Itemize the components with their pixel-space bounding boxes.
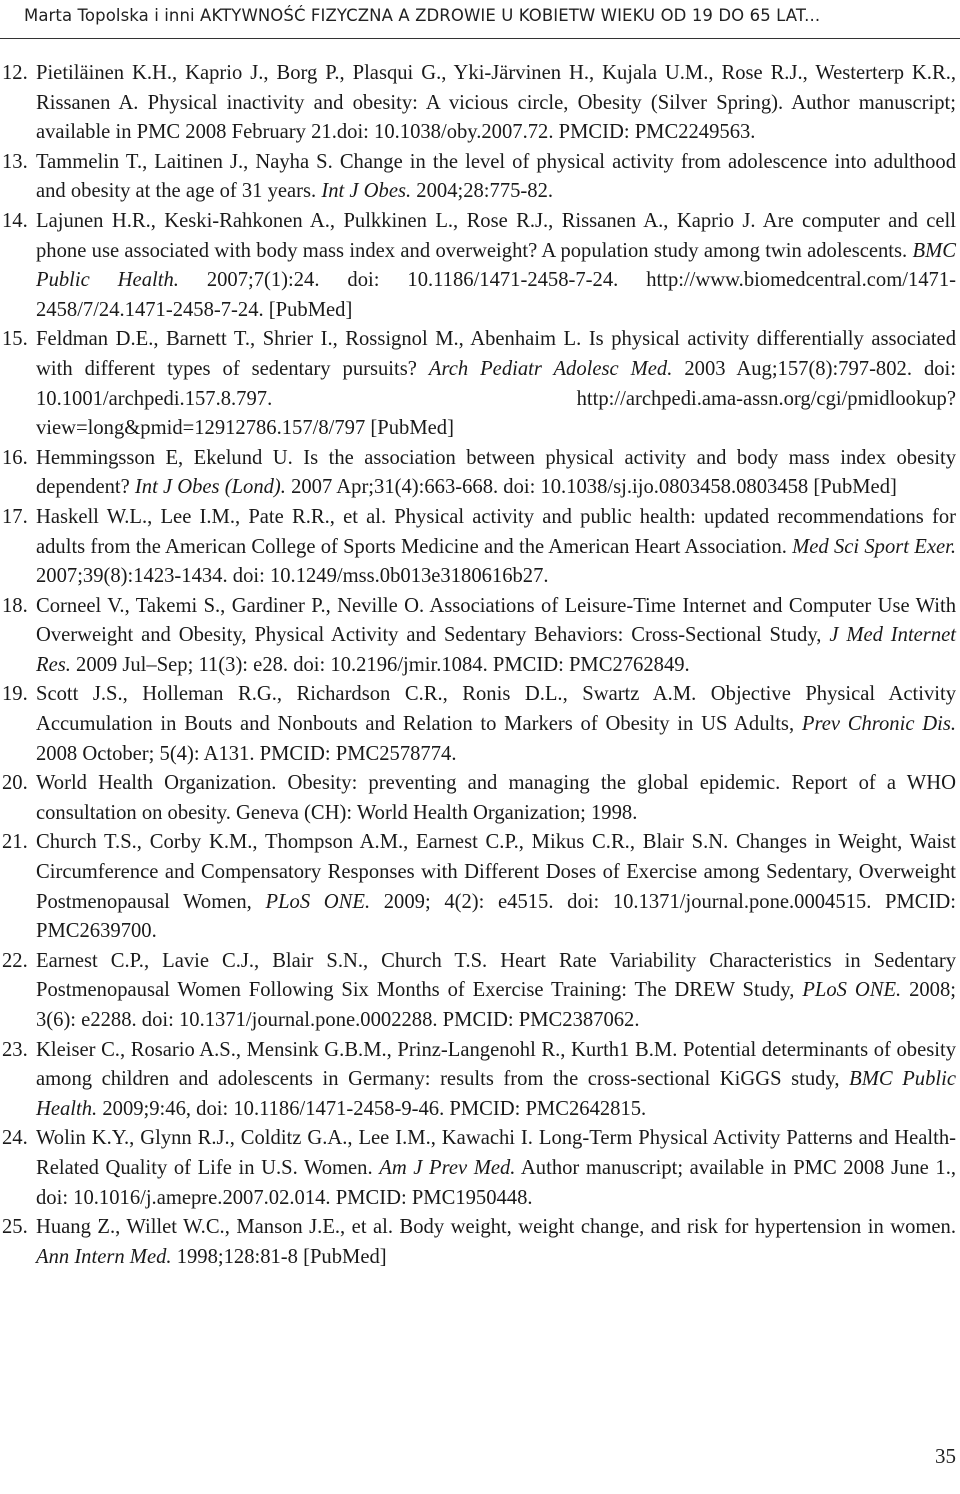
reference-details: 2009;9:46, doi: 10.1186/1471-2458-9-46. PMCID: PMC2642815.	[97, 1097, 647, 1120]
reference-item	[0, 1036, 960, 1125]
reference-item	[0, 148, 960, 207]
reference-number: 12.	[2, 62, 28, 84]
reference-details: 2004;28:775-82.	[411, 180, 554, 203]
reference-number: 24.	[2, 1127, 28, 1150]
reference-number: 21.	[2, 831, 28, 854]
reference-citation: Hemmingsson E, Ekelund U. Is the association between physical activity and body mass index obesity dependent?	[36, 446, 956, 499]
reference-text	[36, 62, 956, 143]
reference-item	[0, 1213, 960, 1272]
reference-number: 22.	[2, 949, 28, 972]
reference-citation: Huang Z., Willet W.C., Manson J.E., et al. Body weight, weight change, and risk for hypertension in women.	[36, 1216, 956, 1239]
reference-details: 2007;39(8):1423-1434. doi: 10.1249/mss.0b013e3180616b27.	[36, 565, 549, 588]
reference-citation: Feldman D.E., Barnett T., Shrier I., Rossignol M., Abenhaim L. Is physical activity differentially associated with different types of sedentary pursuits?	[36, 328, 956, 380]
reference-citation: Kleiser C., Rosario A.S., Mensink G.B.M., Prinz-Langenohl R., Kurth1 B.M. Potential determinants of obesity among children and adolescents in Germany: results from the cross-sectional KiGGS study,	[36, 1038, 956, 1091]
reference-details: 2008; 3(6): e2288. doi: 10.1371/journal.pone.0002288. PMCID: PMC2387062.	[36, 979, 956, 1031]
reference-text	[36, 831, 956, 942]
reference-text	[36, 1216, 956, 1268]
reference-citation: Corneel V., Takemi S., Gardiner P., Neville O. Associations of Leisure-Time Internet and Computer Use With Overweight and Obesity, Physical Activity and Sedentary Behaviors: Cross-Sectional Study,	[36, 594, 956, 647]
journal-name: Int J Obes.	[321, 180, 412, 203]
journal-name: Prev Chronic Dis.	[801, 713, 956, 736]
reference-details: 1998;128:81-8 [PubMed]	[171, 1245, 387, 1268]
running-header: Marta Topolska i inni AKTYWNOŚĆ FIZYCZNA A ZDROWIE U KOBIETW WIEKU OD 19 DO 65 LAT...	[24, 6, 821, 25]
reference-citation: Lajunen H.R., Keski-Rahkonen A., Pulkkinen L., Rose R.J., Rissanen A., Kaprio J. Are computer and cell phone use associated with body mass index and overweight? A population study among twin adolescents.	[36, 209, 956, 262]
journal-name: Am J Prev Med.	[379, 1156, 516, 1179]
reference-item	[0, 444, 960, 503]
reference-number: 19.	[2, 683, 28, 706]
reference-item	[0, 1124, 960, 1213]
reference-item	[0, 769, 960, 828]
reference-citation: Tammelin T., Laitinen J., Nayha S. Change in the level of physical activity from adolescence into adulthood and obesity at the age of 31 years.	[36, 150, 956, 203]
journal-name: Int J Obes (Lond).	[134, 476, 286, 499]
reference-text	[36, 1127, 956, 1208]
reference-number: 15.	[2, 328, 28, 351]
journal-name: PLoS ONE.	[265, 890, 371, 913]
reference-text	[36, 151, 956, 203]
reference-number: 23.	[2, 1038, 28, 1061]
reference-item	[0, 947, 960, 1036]
reference-text	[36, 772, 956, 824]
journal-name: Ann Intern Med.	[36, 1245, 172, 1268]
reference-item	[0, 325, 960, 443]
reference-details: 2007 Apr;31(4):663-668. doi: 10.1038/sj.ijo.0803458.0803458 [PubMed]	[285, 476, 897, 499]
reference-number: 13.	[2, 150, 28, 173]
journal-name: PLoS ONE.	[802, 979, 902, 1002]
reference-citation: Pietiläinen K.H., Kaprio J., Borg P., Plasqui G., Yki-Järvinen H., Kujala U.M., Rose R.J., Westerterp K.R., Rissanen A. Physical inactivity and obesity: A vicious circle, Obesity (Silver Spring). Author manuscript; available in PMC 2008 February 21.doi: 10.1038/oby.2007.72. PMCID: PMC2249563.	[36, 62, 956, 144]
reference-details: 2008 October; 5(4): A131. PMCID: PMC2578774.	[36, 742, 457, 765]
reference-number: 16.	[2, 446, 28, 469]
reference-details: Author manuscript; available in PMC 2008 June 1., doi: 10.1016/j.amepre.2007.02.014. PMCID: PMC1950448.	[36, 1156, 957, 1209]
reference-text	[36, 950, 956, 1031]
reference-citation: Wolin K.Y., Glynn R.J., Colditz G.A., Lee I.M., Kawachi I. Long-Term Physical Activity Patterns and Health-Related Quality of Life in U.S. Women.	[36, 1127, 956, 1179]
reference-text	[36, 683, 956, 764]
journal-name: Arch Pediatr Adolesc Med.	[428, 357, 673, 380]
reference-citation: Earnest C.P., Lavie C.J., Blair S.N., Church T.S. Heart Rate Variability Characteristics in Sedentary Postmenopausal Women Following Six Months of Exercise Training: The DREW Study,	[36, 949, 956, 1002]
reference-citation: World Health Organization. Obesity: preventing and managing the global epidemic. Report of a WHO consultation on obesity. Geneva (CH): World Health Organization; 1998.	[36, 772, 956, 824]
reference-citation: Haskell W.L., Lee I.M., Pate R.R., et al. Physical activity and public health: updated recommendations for adults from the American College of Sports Medicine and the American Heart Association.	[36, 505, 956, 558]
reference-text	[36, 595, 956, 676]
page-number: 35	[935, 1444, 956, 1468]
reference-number: 25.	[2, 1216, 28, 1239]
journal-name: BMC Public Health.	[36, 1068, 956, 1120]
journal-name: Med Sci Sport Exer.	[792, 535, 956, 558]
reference-text	[36, 506, 956, 587]
reference-details: 2003 Aug;157(8):797-802. doi: 10.1001/archpedi.157.8.797. http://archpedi.ama-assn.org/cgi/pmidlookup?view=long&pmid=12912786.157/8/797 [PubMed]	[36, 357, 956, 440]
reference-details: 2009 Jul–Sep; 11(3): e28. doi: 10.2196/jmir.1084. PMCID: PMC2762849.	[70, 653, 690, 676]
reference-details: 2007;7(1):24. doi: 10.1186/1471-2458-7-24. http://www.biomedcentral.com/1471-2458/7/24.1471-2458-7-24. [PubMed]	[36, 269, 956, 321]
reference-item	[0, 680, 960, 769]
reference-number: 14.	[2, 209, 28, 232]
reference-item	[0, 828, 960, 946]
reference-text	[36, 447, 956, 499]
reference-number: 17.	[2, 505, 28, 528]
journal-name: BMC Public Health.	[36, 239, 956, 292]
journal-name: J Med Internet Res.	[36, 624, 956, 676]
reference-text	[36, 1039, 956, 1120]
reference-item	[0, 503, 960, 592]
reference-number: 20.	[2, 772, 28, 795]
reference-number: 18.	[2, 594, 28, 617]
reference-text	[36, 210, 956, 321]
reference-citation: Scott J.S., Holleman R.G., Richardson C.R., Ronis D.L., Swartz A.M. Objective Physical Activity Accumulation in Bouts and Nonbouts and Relation to Markers of Obesity in US Adults,	[36, 683, 956, 736]
reference-citation: Church T.S., Corby K.M., Thompson A.M., Earnest C.P., Mikus C.R., Blair S.N. Changes in Weight, Waist Circumference and Compensatory Responses with Different Doses of Exercise among Sedentary, Overweight Postmenopausal Women,	[36, 831, 956, 913]
reference-list	[0, 59, 960, 1272]
reference-item	[0, 59, 960, 148]
reference-text	[36, 328, 956, 439]
reference-item	[0, 592, 960, 681]
header-divider	[0, 38, 960, 39]
reference-details: 2009; 4(2): e4515. doi: 10.1371/journal.pone.0004515. PMCID: PMC2639700.	[36, 890, 956, 943]
reference-item	[0, 207, 960, 325]
